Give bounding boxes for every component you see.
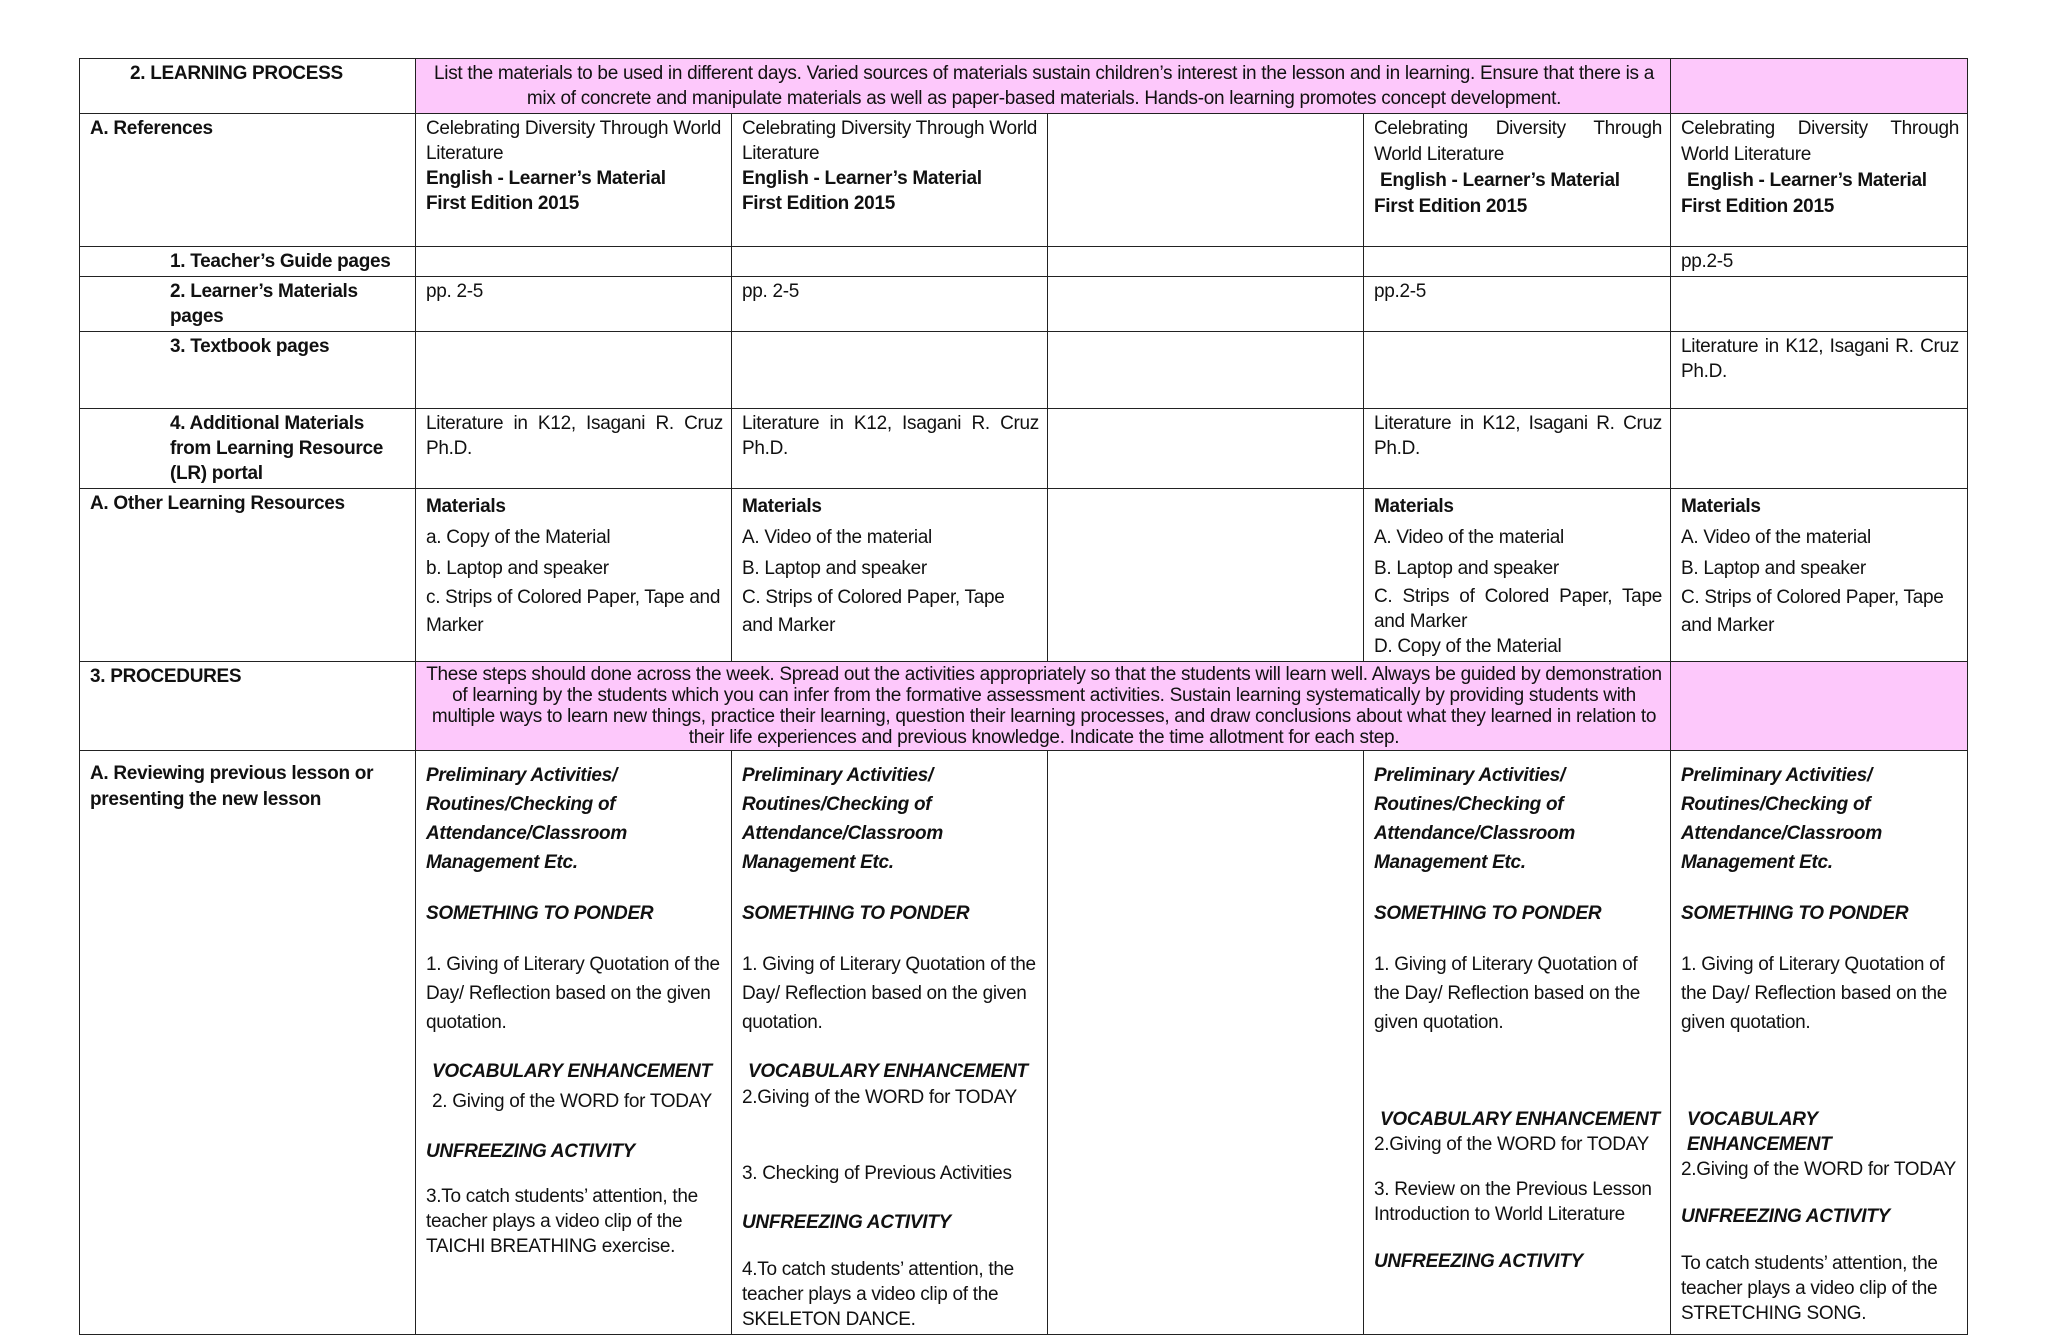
- material-item: B. Laptop and speaker: [1374, 558, 1559, 579]
- additional-materials-day4: Literature in K12, Isagani R. Cruz Ph.D.: [1364, 409, 1671, 489]
- learning-process-label: 2. LEARNING PROCESS: [80, 59, 416, 114]
- references-day5: [1671, 114, 1968, 247]
- teachers-guide-day4: [1364, 247, 1671, 277]
- unfreezing-activity: UNFREEZING ACTIVITY: [742, 1212, 951, 1233]
- procedures-note-end: [1671, 662, 1968, 751]
- other-resources-day2: [732, 489, 1048, 662]
- teachers-guide-day5: pp.2-5: [1671, 247, 1968, 277]
- reviewing-day3: [1048, 751, 1364, 1335]
- procedures-row: [80, 662, 1968, 751]
- something-to-ponder: SOMETHING TO PONDER: [1681, 903, 1909, 924]
- vocabulary-enhancement: VOCABULARY ENHANCEMENT: [1380, 1109, 1660, 1130]
- material-item: D. Copy of the Material: [1374, 636, 1562, 657]
- book-title: Celebrating Diversity Through World Literature: [426, 118, 722, 164]
- learners-materials-day1: pp. 2-5: [416, 277, 732, 332]
- reviewing-day2: [732, 751, 1048, 1335]
- book-material: English - Learner’s Material: [1380, 170, 1620, 191]
- book-title: Celebrating Diversity Through World Literature: [742, 118, 1038, 164]
- material-item: a. Copy of the Material: [426, 527, 611, 548]
- learners-materials-day3: [1048, 277, 1364, 332]
- word-for-today: 2.Giving of the WORD for TODAY: [1681, 1159, 1957, 1180]
- learners-materials-day4: pp.2-5: [1364, 277, 1671, 332]
- material-item: A. Video of the material: [742, 527, 932, 548]
- material-item: A. Video of the material: [1374, 527, 1564, 548]
- vocabulary-enhancement: VOCABULARY ENHANCEMENT: [748, 1061, 1028, 1082]
- unfreezing-activity: UNFREEZING ACTIVITY: [1681, 1206, 1890, 1227]
- other-resources-label: A. Other Learning Resources: [80, 489, 416, 662]
- book-edition: First Edition 2015: [1374, 196, 1527, 217]
- references-day4: [1364, 114, 1671, 247]
- word-for-today: 2.Giving of the WORD for TODAY: [742, 1087, 1018, 1108]
- materials-heading: Materials: [1681, 496, 1761, 517]
- additional-materials-day5: [1671, 409, 1968, 489]
- other-resources-day3: [1048, 489, 1364, 662]
- materials-heading: Materials: [426, 496, 506, 517]
- textbook-day1: [416, 332, 732, 409]
- other-resources-day4: [1364, 489, 1671, 662]
- reviewing-day5: [1671, 751, 1968, 1335]
- lesson-plan-table: [79, 58, 1968, 1335]
- additional-materials-day3: [1048, 409, 1364, 489]
- word-for-today: 2. Giving of the WORD for TODAY: [432, 1091, 713, 1112]
- unfreezing-activity: UNFREEZING ACTIVITY: [426, 1141, 635, 1162]
- video-clip-activity: To catch students’ attention, the teacher plays a video clip of the STRETCHING SONG.: [1681, 1253, 1938, 1324]
- teachers-guide-day1: [416, 247, 732, 277]
- book-title: Celebrating Diversity Through World Literature: [1374, 118, 1662, 165]
- additional-materials-day2: Literature in K12, Isagani R. Cruz Ph.D.: [732, 409, 1048, 489]
- video-clip-activity: 4.To catch students’ attention, the teacher plays a video clip of the SKELETON DANCE.: [742, 1259, 1014, 1330]
- additional-materials-row: [80, 409, 1968, 489]
- reviewing-label: A. Reviewing previous lesson or presenting the new lesson: [80, 751, 416, 1335]
- learners-materials-label: 2. Learner’s Materials pages: [80, 277, 416, 332]
- something-to-ponder: SOMETHING TO PONDER: [742, 903, 970, 924]
- preliminary-activities: Preliminary Activities/ Routines/Checking of Attendance/Classroom Management Etc.: [742, 765, 943, 873]
- additional-materials-label: 4. Additional Materials from Learning Resource (LR) portal: [80, 409, 416, 489]
- procedures-note: These steps should done across the week. Spread out the activities appropriately so that the students will learn well. Always be guided by demonstration of learning by the students which you can infer from the formative assessment activities. Sustain learning systematically by providing students with multiple ways to learn new things, practice their learning, question their learning processes, and draw conclusions about what they learned in relation to their life experiences and previous knowledge. Indicate the time allotment for each step.: [416, 662, 1671, 751]
- reviewing-day4: [1364, 751, 1671, 1335]
- procedures-label: 3. PROCEDURES: [80, 662, 416, 751]
- vocabulary-enhancement: VOCABULARY ENHANCEMENT: [432, 1061, 712, 1082]
- textbook-row: [80, 332, 1968, 409]
- teachers-guide-day3: [1048, 247, 1364, 277]
- textbook-day5: Literature in K12, Isagani R. Cruz Ph.D.: [1671, 332, 1968, 409]
- book-material: English - Learner’s Material: [1687, 170, 1927, 191]
- references-day2: [732, 114, 1048, 247]
- something-to-ponder: SOMETHING TO PONDER: [1374, 903, 1602, 924]
- material-item: A. Video of the material: [1681, 527, 1871, 548]
- references-label: A. References: [80, 114, 416, 247]
- vocabulary-enhancement: VOCABULARY ENHANCEMENT: [1687, 1109, 1832, 1155]
- quotation-item: 1. Giving of Literary Quotation of the Day/ Reflection based on the given quotation.: [742, 954, 1036, 1033]
- quotation-item: 1. Giving of Literary Quotation of the Day/ Reflection based on the given quotation.: [1374, 954, 1641, 1033]
- book-material: English - Learner’s Material: [426, 168, 666, 189]
- book-title: Celebrating Diversity Through World Literature: [1681, 118, 1959, 165]
- material-item: C. Strips of Colored Paper, Tape and Marker: [1374, 586, 1662, 632]
- other-resources-row: [80, 489, 1968, 662]
- learners-materials-day5: [1671, 277, 1968, 332]
- material-item: b. Laptop and speaker: [426, 558, 609, 579]
- something-to-ponder: SOMETHING TO PONDER: [426, 903, 654, 924]
- references-day1: [416, 114, 732, 247]
- teachers-guide-row: [80, 247, 1968, 277]
- preliminary-activities: Preliminary Activities/ Routines/Checking of Attendance/Classroom Management Etc.: [1374, 765, 1575, 873]
- textbook-label: 3. Textbook pages: [80, 332, 416, 409]
- learning-process-note: List the materials to be used in different days. Varied sources of materials sustain children’s interest in the lesson and in learning. Ensure that there is a mix of concrete and manipulate materials as well as paper-based materials. Hands-on learning promotes concept development.: [416, 59, 1671, 114]
- book-edition: First Edition 2015: [1681, 196, 1834, 217]
- textbook-day3: [1048, 332, 1364, 409]
- reviewing-row: [80, 751, 1968, 1335]
- review-previous-lesson: 3. Review on the Previous Lesson Introduction to World Literature: [1374, 1179, 1652, 1225]
- quotation-item: 1. Giving of Literary Quotation of the Day/ Reflection based on the given quotation.: [1681, 954, 1948, 1033]
- book-material: English - Learner’s Material: [742, 168, 982, 189]
- material-item: C. Strips of Colored Paper, Tape and Marker: [742, 587, 1005, 636]
- word-for-today: 2.Giving of the WORD for TODAY: [1374, 1134, 1650, 1155]
- book-edition: First Edition 2015: [426, 193, 579, 214]
- checking-previous-activities: 3. Checking of Previous Activities: [742, 1163, 1012, 1184]
- video-clip-activity: 3.To catch students’ attention, the teacher plays a video clip of the TAICHI BREATHING exercise.: [426, 1186, 698, 1257]
- learners-materials-day2: pp. 2-5: [732, 277, 1048, 332]
- teachers-guide-label: 1. Teacher’s Guide pages: [80, 247, 416, 277]
- material-item: B. Laptop and speaker: [742, 558, 927, 579]
- material-item: c. Strips of Colored Paper, Tape and Marker: [426, 587, 721, 636]
- learners-materials-row: [80, 277, 1968, 332]
- learning-process-note-end: [1671, 59, 1968, 114]
- quotation-item: 1. Giving of Literary Quotation of the Day/ Reflection based on the given quotation.: [426, 954, 720, 1033]
- textbook-day4: [1364, 332, 1671, 409]
- preliminary-activities: Preliminary Activities/ Routines/Checking of Attendance/Classroom Management Etc.: [426, 765, 627, 873]
- book-edition: First Edition 2015: [742, 193, 895, 214]
- unfreezing-activity: UNFREEZING ACTIVITY: [1374, 1251, 1583, 1272]
- teachers-guide-day2: [732, 247, 1048, 277]
- references-row: [80, 114, 1968, 247]
- reviewing-day1: [416, 751, 732, 1335]
- textbook-day2: [732, 332, 1048, 409]
- material-item: B. Laptop and speaker: [1681, 558, 1866, 579]
- other-resources-day5: [1671, 489, 1968, 662]
- materials-heading: Materials: [742, 496, 822, 517]
- learning-process-row: [80, 59, 1968, 114]
- references-day3: [1048, 114, 1364, 247]
- material-item: C. Strips of Colored Paper, Tape and Marker: [1681, 587, 1944, 636]
- additional-materials-day1: Literature in K12, Isagani R. Cruz Ph.D.: [416, 409, 732, 489]
- materials-heading: Materials: [1374, 496, 1454, 517]
- other-resources-day1: [416, 489, 732, 662]
- preliminary-activities: Preliminary Activities/ Routines/Checking of Attendance/Classroom Management Etc.: [1681, 765, 1882, 873]
